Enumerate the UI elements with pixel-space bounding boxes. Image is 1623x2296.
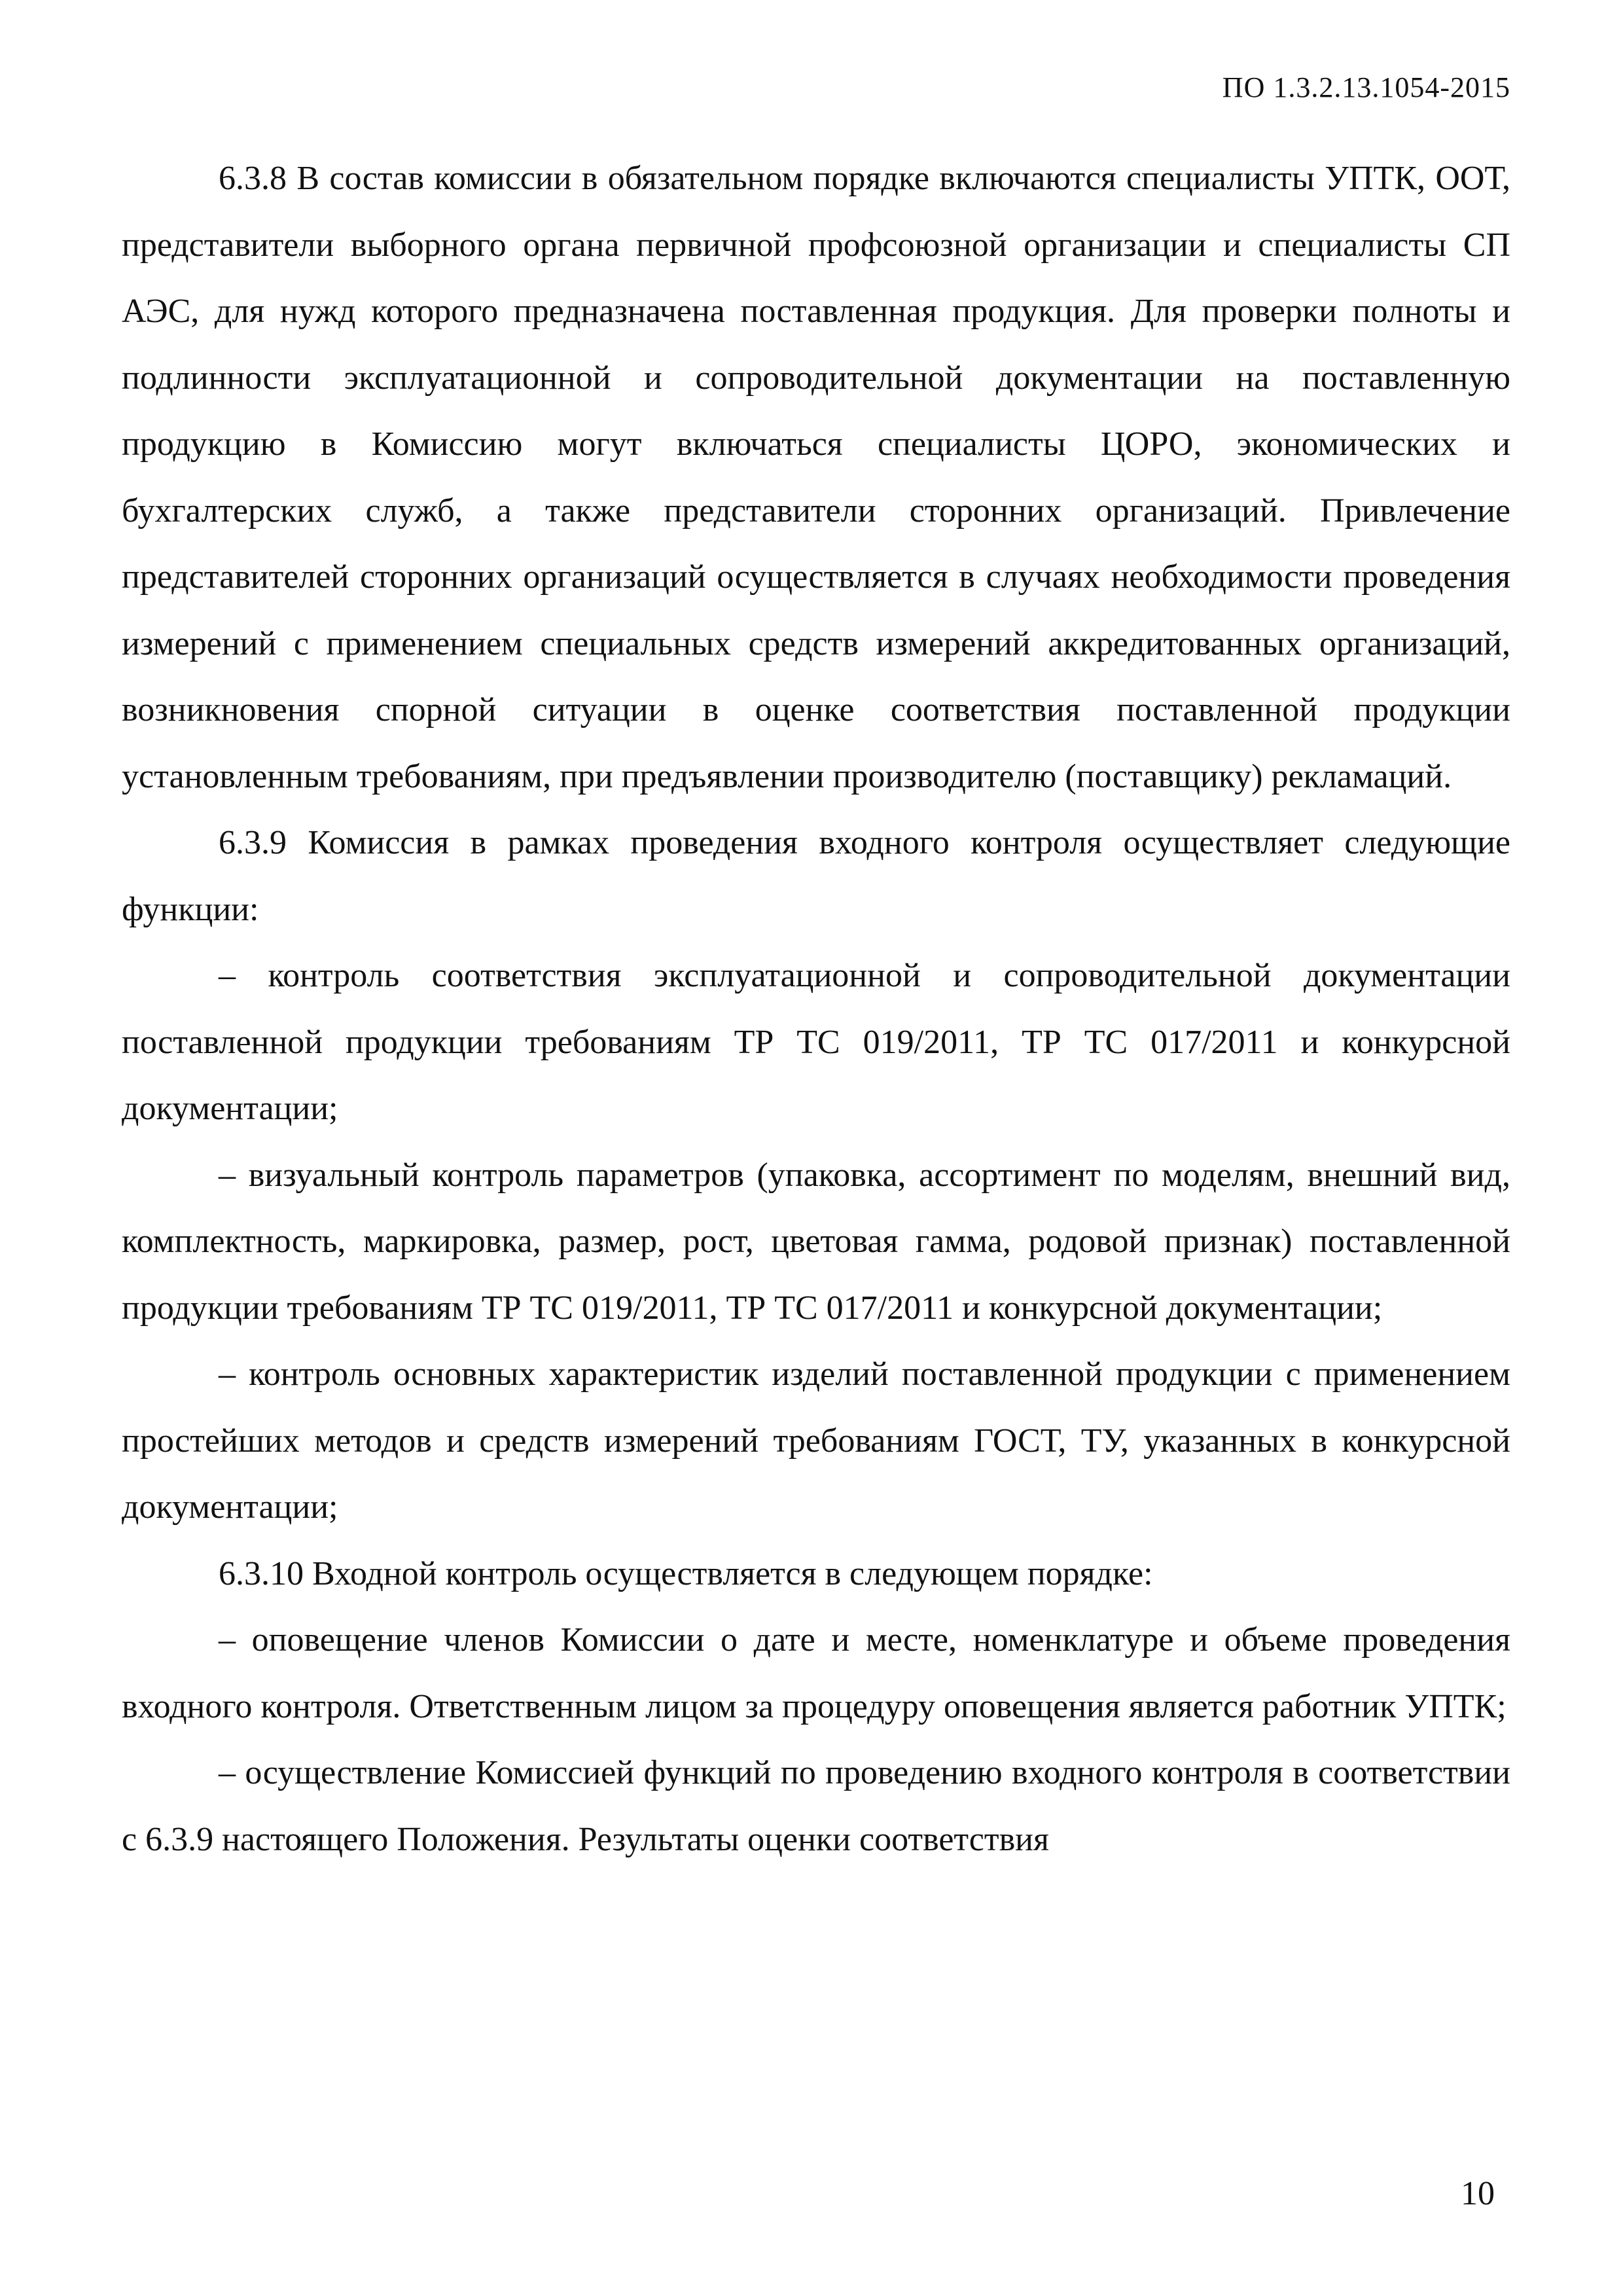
paragraph-6-3-9: 6.3.9 Комиссия в рамках проведения входного контроля осуществляет следующие функции: bbox=[122, 824, 1510, 928]
paragraph-6-3-8: 6.3.8 В состав комиссии в обязательном порядке включаются специалисты УПТК, ООТ, представители выборного органа первичной профсоюзной организации и специалисты СП АЭС, для нужд которого предназначена поставленная продукция. Для проверки полноты и подлинности эксплуатационной и сопроводительной документации на поставленную продукцию в Комиссию могут включаться специалисты ЦОРО, экономических и бухгалтерских служб, а также представители сторонних организаций. Привлечение представителей сторонних организаций осуществляется в случаях необходимости проведения измерений с применением специальных средств измерений аккредитованных организаций, возникновения спорной ситуации в оценке соответствия поставленной продукции установленным требованиям, при предъявлении производителю (поставщику) рекламаций. bbox=[122, 160, 1510, 795]
list-item-6-3-10-a: – оповещение членов Комиссии о дате и месте, номенклатуре и объеме проведения входного контроля. Ответственным лицом за процедуру оповещения является работник УПТК; bbox=[122, 1621, 1510, 1725]
list-item-6-3-9-c: – контроль основных характеристик изделий поставленной продукции с применением простейших методов и средств измерений требованиям ГОСТ, ТУ, указанных в конкурсной документации; bbox=[122, 1355, 1510, 1526]
list-item-6-3-9-a: – контроль соответствия эксплуатационной и сопроводительной документации поставленной продукции требованиям ТР ТС 019/2011, ТР ТС 017/2011 и конкурсной документации; bbox=[122, 957, 1510, 1127]
list-item-6-3-10-b: – осуществление Комиссией функций по проведению входного контроля в соответствии с 6.3.9 настоящего Положения. Результаты оценки соответствия bbox=[122, 1754, 1510, 1858]
document-body bbox=[122, 145, 1510, 1873]
list-item-6-3-9-b: – визуальный контроль параметров (упаковка, ассортимент по моделям, внешний вид, комплектность, маркировка, размер, рост, цветовая гамма, родовой признак) поставленной продукции требованиям ТР ТС 019/2011, ТР ТС 017/2011 и конкурсной документации; bbox=[122, 1156, 1510, 1327]
page-number: 10 bbox=[1461, 2175, 1495, 2212]
paragraph-6-3-10: 6.3.10 Входной контроль осуществляется в следующем порядке: bbox=[219, 1554, 1153, 1592]
document-code: ПО 1.3.2.13.1054-2015 bbox=[1222, 71, 1510, 103]
